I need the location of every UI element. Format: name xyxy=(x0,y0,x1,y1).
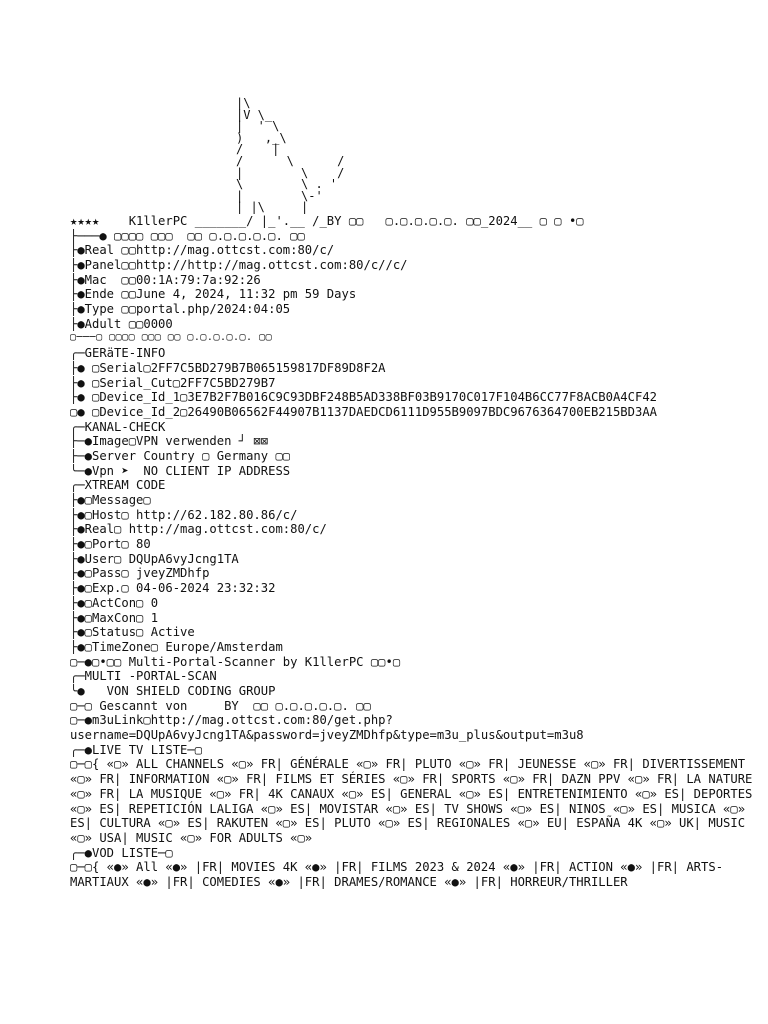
xtream-timezone: ├●▢TimeZone▢ Europe/Amsterdam xyxy=(70,639,283,654)
footer-rule: ▢───▢ ▢▢▢▢ ▢▢▢ ▢▢ ▢.▢.▢.▢.▢. ▢▢ xyxy=(70,332,273,344)
m3u-link: ▢─●m3uLink▢http://mag.ottcst.com:80/get.php?username=DQUpA6vyJcng1TA&password=jveyZMDhfp&type=m3u_plus&output=m3u8 xyxy=(70,713,584,743)
info-adult: ├●Adult ▢▢0000 xyxy=(70,316,173,331)
info-mac: ├●Mac ▢▢00:1A:79:7a:92:26 xyxy=(70,272,261,287)
section-title-xtream: ╭─XTREAM CODE xyxy=(70,478,166,493)
live-tv-list: ▢─▢{ «▢» ALL CHANNELS «▢» FR| GÉNÉRALE «▢» FR| PLUTO «▢» FR| JEUNESSE «▢» FR| DIVERTISSEMENT «▢» FR| INFORMATION «▢» FR| FILMS ET SÉRIES «▢» FR| SPORTS «▢» FR| DAZN PPV «▢» FR| LA NATURE «▢» FR| LA MUSIQUE «▢» FR| 4K CANAUX «▢» ES| GENERAL «▢» ES| ENTRETENIMIENTO «▢» ES| DEPORTES «▢» ES| REPETICIÓN LALIGA «▢» ES| MOVISTAR «▢» ES| TV SHOWS «▢» ES| NINOS «▢» ES| MUSICA «▢» ES| CULTURA «▢» ES| RAKUTEN «▢» ES| PLUTO «▢» ES| REGIONALES «▢» EU| ESPAÑA 4K «▢» UK| MUSIC «▢» USA| MUSIC «▢» FOR ADULTS «▢» xyxy=(70,757,753,845)
info-ende: ├●Ende ▢▢June 4, 2024, 11:32 pm 59 Days xyxy=(70,287,357,302)
scanner-line: ▢─●▢•▢▢ Multi-Portal-Scanner by K1llerPC ▢▢•▢ xyxy=(70,654,401,669)
header-rule: ├───● ▢▢▢▢ ▢▢▢ ▢▢ ▢.▢.▢.▢.▢. ▢▢ xyxy=(70,228,305,243)
xtream-actcon: ├●▢ActCon▢ 0 xyxy=(70,595,159,610)
section-title-vod: ╭─●VOD LISTE─▢ xyxy=(70,845,173,860)
multi-subtitle: ╰● VON SHIELD CODING GROUP xyxy=(70,683,276,698)
kanal-vpn: ╰─●Vpn ➤ NO CLIENT IP ADDRESS xyxy=(70,463,291,478)
info-panel: ├●Panel▢▢http://http://mag.ottcst.com:80/c//c/ xyxy=(70,258,408,272)
geraete-device-id-2: ▢● ▢Device_Id_2▢26490B06562F44907B1137DAEDCD6111D955B9097BDC9676364700EB215BD3AA xyxy=(70,404,657,419)
banner: ★★★★ K1llerPC _______/ |_'.__ /_BY ▢▢ ▢.▢.▢.▢.▢. ▢▢_2024__ ▢ ▢ •▢ xyxy=(70,213,584,228)
vod-list: ▢─▢{ «●» All «●» |FR| MOVIES 4K «●» |FR| FILMS 2023 & 2024 «●» |FR| ACTION «●» |FR| ARTS-MARTIAUX «●» |FR| COMEDIES «●» |FR| DRAMES/ROMANCE «●» |FR| HORREUR/THRILLER xyxy=(70,860,724,890)
geraete-serial: ├● ▢Serial▢2FF7C5BD279B7B065159817DF89D8F2A xyxy=(70,360,386,375)
xtream-status: ├●▢Status▢ Active xyxy=(70,625,195,640)
xtream-pass: ├●▢Pass▢ jveyZMDhfp xyxy=(70,566,210,581)
section-title-multi: ╭─MULTI -PORTAL-SCAN xyxy=(70,669,217,684)
kanal-image: ├─●Image▢VPN verwenden ┘ ⊠⊠ xyxy=(70,434,269,449)
section-title-geraete: ╭─GERäTE-INFO xyxy=(70,346,166,361)
section-title-live: ╭─●LIVE TV LISTE─▢ xyxy=(70,742,203,757)
xtream-maxcon: ├●▢MaxCon▢ 1 xyxy=(70,610,159,625)
info-real: ├●Real ▢▢http://mag.ottcst.com:80/c/ xyxy=(70,243,335,258)
info-type: ├●Type ▢▢portal.php/2024:04:05 xyxy=(70,302,291,317)
xtream-exp: ├●▢Exp.▢ 04-06-2024 23:32:32 xyxy=(70,581,276,596)
xtream-real: ├●Real▢ http://mag.ottcst.com:80/c/ xyxy=(70,522,327,537)
ascii-art-fox: |\ |V \_ | ' \ ) ,_\ / | / \ / | \ / \ \ . ' | \-' | |\ | xyxy=(236,96,345,215)
xtream-user: ├●User▢ DQUpA6vyJcng1TA xyxy=(70,551,239,566)
section-title-kanal: ╭─KANAL-CHECK xyxy=(70,419,166,434)
xtream-host: ├●▢Host▢ http://62.182.80.86/c/ xyxy=(70,507,298,522)
geraete-device-id-1: ├● ▢Device_Id_1▢3E7B2F7B016C9C93DBF248B5AD338BF03B9170C017F104B6CC77F8ACB0A4CF42 xyxy=(70,390,657,405)
geraete-serial-cut: ├● ▢Serial_Cut▢2FF7C5BD279B7 xyxy=(70,375,276,390)
gescannt-line: ▢─▢ Gescannt von BY ▢▢ ▢.▢.▢.▢.▢. ▢▢ xyxy=(70,698,371,713)
xtream-port: ├●▢Port▢ 80 xyxy=(70,537,151,552)
kanal-server-country: ├─●Server Country ▢ Germany ▢▢ xyxy=(70,448,291,463)
xtream-message: ├●▢Message▢ xyxy=(70,493,151,507)
document xyxy=(70,98,760,890)
